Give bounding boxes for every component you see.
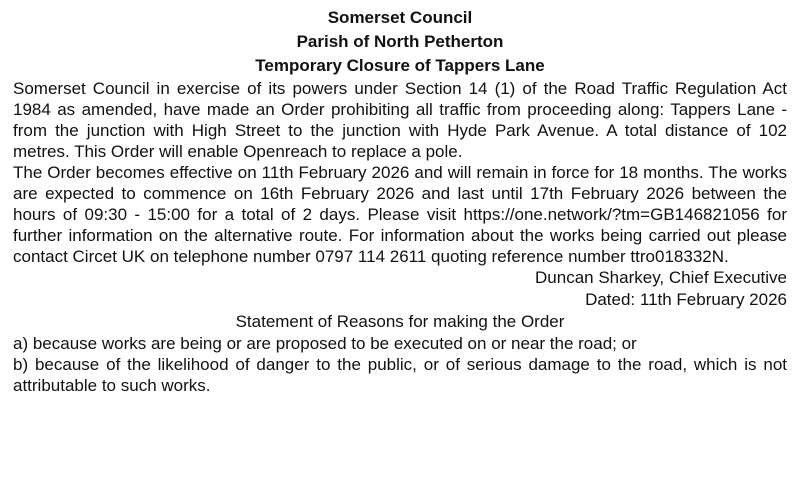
signatory: Duncan Sharkey, Chief Executive — [535, 268, 787, 287]
reason-b: b) because of the likelihood of danger to the public, or of serious damage to the road, which is not attributable to such works. — [13, 355, 787, 395]
council-heading: Somerset Council — [327, 8, 473, 27]
order-paragraph: Somerset Council in exercise of its powers under Section 14 (1) of the Road Traffic Regulation Act 1984 as amended, have made an Order prohibiting all traffic from proceeding along: Tappers Lane - from the junction with High Street to the junction with Hyde Park Avenue. A total distance of 102 metres. This Order will enable Openreach to replace a pole. — [13, 79, 787, 161]
dated-line: Dated: 11th February 2026 — [585, 290, 787, 309]
parish-heading: Parish of North Petherton — [296, 32, 504, 51]
reasons-heading: Statement of Reasons for making the Order — [235, 312, 565, 331]
reason-a: a) because works are being or are proposed to be executed on or near the road; or — [13, 334, 637, 353]
notice-title: Temporary Closure of Tappers Lane — [255, 56, 545, 75]
schedule-paragraph: The Order becomes effective on 11th February 2026 and will remain in force for 18 months. The works are expected to commence on 16th February 2026 and last until 17th February 2026 between the hours of 09:30 - 15:00 for a total of 2 days. Please visit https://one.network/?tm=GB146821056 for further information on the alternative route. For information about the works being carried out please contact Circet UK on telephone number 0797 114 2611 quoting reference number ttro018332N. — [13, 163, 787, 266]
